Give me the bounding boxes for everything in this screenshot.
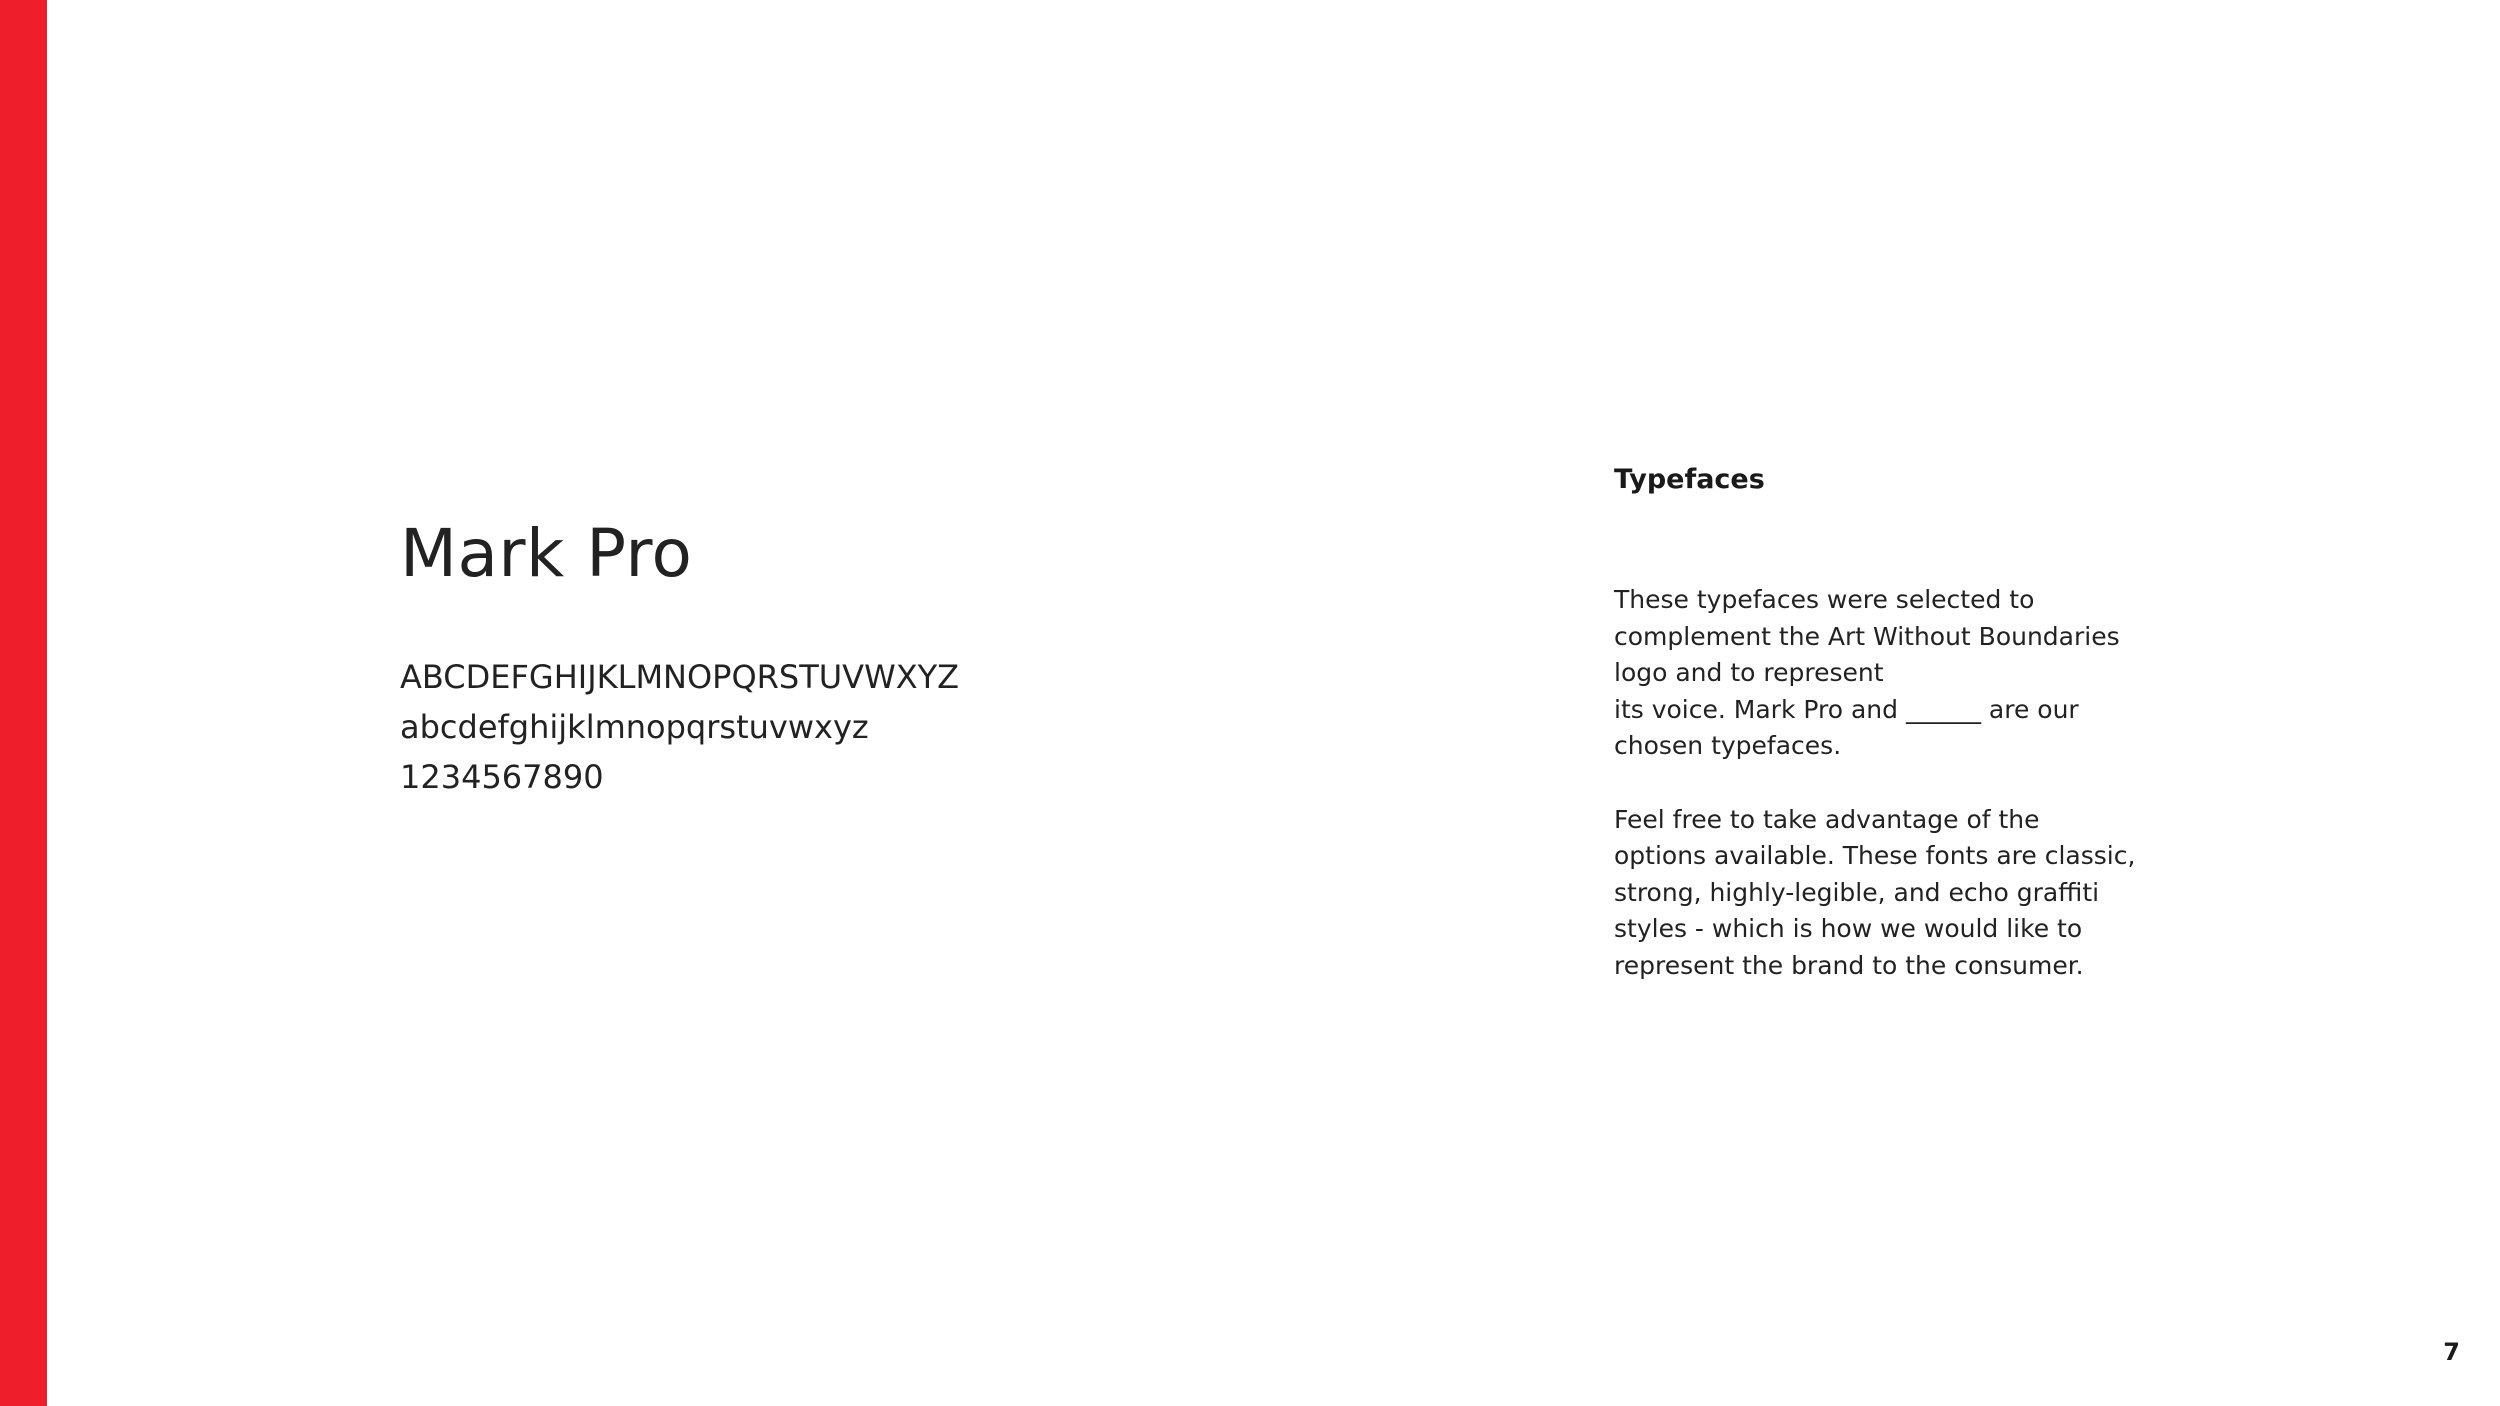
paragraph-1-line: its voice. Mark Pro and ______ are our [1614,694,2079,724]
specimen-lowercase: abcdefghijklmnopqrstuvwxyz [400,708,869,746]
page-number: 7 [2443,1338,2460,1366]
paragraph-2-line: styles - which is how we would like to [1614,914,2083,944]
paragraph-2-line: strong, highly-legible, and echo graffiti [1614,877,2100,907]
paragraph-1-line: chosen typefaces. [1614,731,1842,761]
paragraph-2-line: represent the brand to the consumer. [1614,950,2084,980]
paragraph-2-line: Feel free to take advantage of the [1614,804,2040,834]
accent-bar [0,0,47,1406]
paragraph-1-line: These typefaces were selected to [1614,585,2035,614]
description-paragraph-2 [1614,802,2174,985]
specimen-uppercase: ABCDEFGHIJKLMNOPQRSTUVWXYZ [400,658,960,696]
font-name-heading: Mark Pro [400,515,693,592]
font-specimen [400,512,1300,802]
section-title: Typefaces [1614,464,1765,495]
paragraph-2-line: options available. These fonts are classic, [1614,841,2136,871]
typefaces-section [1614,462,2174,985]
specimen-characters [400,652,1300,802]
paragraph-1-line: logo and to represent [1614,658,1884,688]
typefaces-description [1614,582,2174,985]
paragraph-1-line: complement the Art Without Boundaries [1614,621,2120,651]
specimen-numerals: 1234567890 [400,758,604,796]
description-paragraph-1 [1614,582,2174,765]
